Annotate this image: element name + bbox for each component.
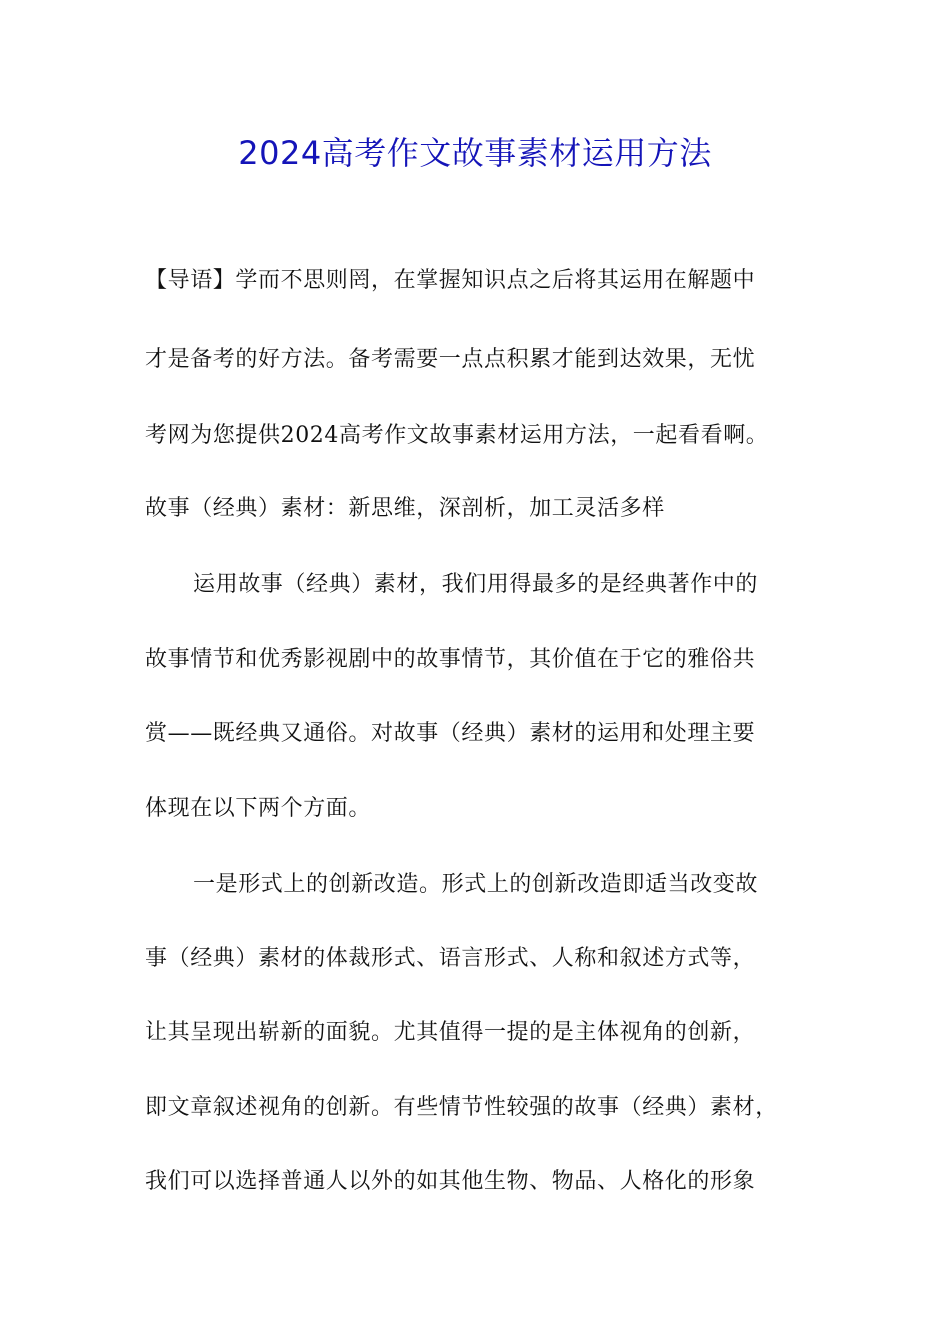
paragraph-line: 赏——既经典又通俗。对故事（经典）素材的运用和处理主要 <box>145 721 756 746</box>
paragraph-line: 一是形式上的创新改造。形式上的创新改造即适当改变故 <box>193 872 759 897</box>
document-title: 2024高考作文故事素材运用方法 <box>238 134 712 172</box>
paragraph-line: 故事情节和优秀影视剧中的故事情节，其价值在于它的雅俗共 <box>145 647 756 672</box>
paragraph-line: 即文章叙述视角的创新。有些情节性较强的故事（经典）素材， <box>145 1095 778 1120</box>
paragraph-line: 运用故事（经典）素材，我们用得最多的是经典著作中的 <box>193 572 759 597</box>
paragraph-line: 考网为您提供2024高考作文故事素材运用方法，一起看看啊。 <box>145 423 769 448</box>
section-heading: 故事（经典）素材：新思维，深剖析，加工灵活多样 <box>145 496 665 521</box>
paragraph-line: 事（经典）素材的体裁形式、语言形式、人称和叙述方式等， <box>145 946 756 971</box>
paragraph-line: 才是备考的好方法。备考需要一点点积累才能到达效果，无忧 <box>145 347 756 372</box>
paragraph-line: 体现在以下两个方面。 <box>145 796 372 821</box>
paragraph-line: 【导语】学而不思则罔，在掌握知识点之后将其运用在解题中 <box>145 268 756 293</box>
paragraph-line: 我们可以选择普通人以外的如其他生物、物品、人格化的形象 <box>145 1169 756 1194</box>
paragraph-line: 让其呈现出崭新的面貌。尤其值得一提的是主体视角的创新， <box>145 1020 756 1045</box>
